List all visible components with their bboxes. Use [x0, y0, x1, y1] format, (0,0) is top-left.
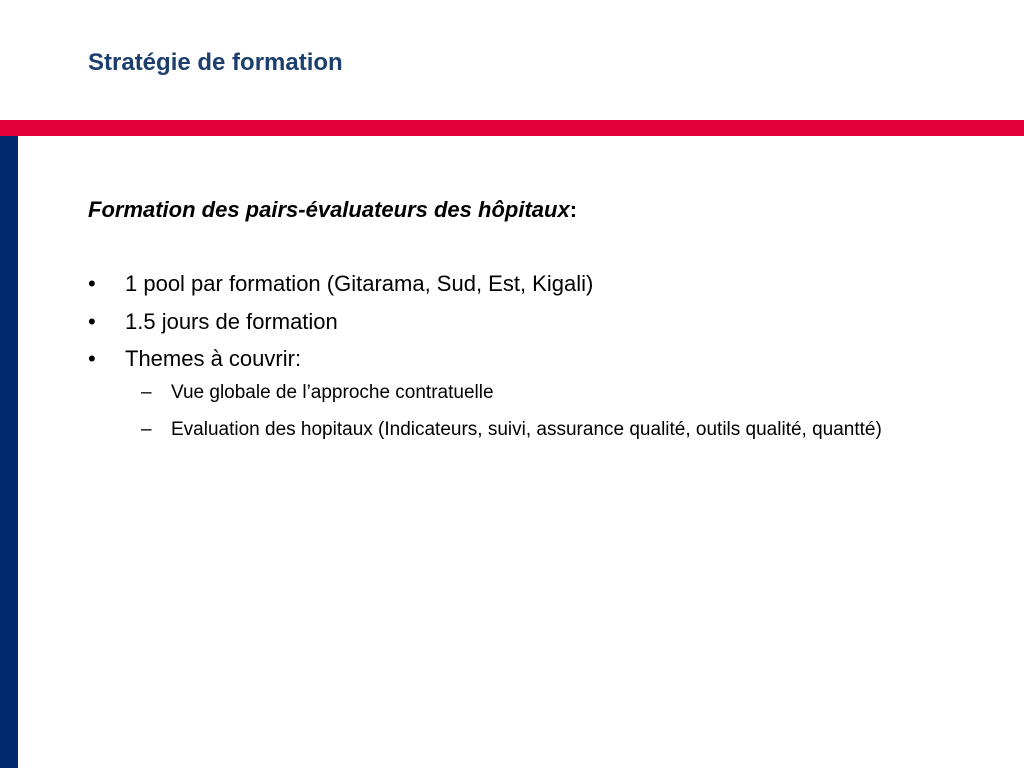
sub-bullet-marker: –: [141, 382, 152, 403]
sub-bullet-item: [141, 417, 971, 443]
sub-bullet-text: Vue globale de l’approche contratuelle: [171, 382, 494, 403]
bullet-text: 1.5 jours de formation: [125, 309, 338, 334]
sub-bullet-marker: –: [141, 419, 152, 440]
slide-title: Stratégie de formation: [88, 49, 343, 76]
sub-bullet-item: [141, 380, 971, 406]
bullet-text: Themes à couvrir:: [125, 346, 302, 371]
left-accent-bar: [0, 136, 18, 768]
bullet-marker: •: [88, 346, 96, 371]
bullet-text: 1 pool par formation (Gitarama, Sud, Est, Kigali): [125, 271, 594, 296]
header-divider-band: [0, 120, 1024, 136]
section-heading: [88, 194, 577, 226]
section-heading-text: Formation des pairs-évaluateurs des hôpitaux: [88, 197, 570, 222]
bullet-marker: •: [88, 271, 96, 296]
sub-bullet-text: Evaluation des hopitaux (Indicateurs, suivi, assurance qualité, outils qualité, quantté): [171, 419, 882, 440]
bullet-marker: •: [88, 309, 96, 334]
section-heading-colon: :: [569, 197, 578, 222]
